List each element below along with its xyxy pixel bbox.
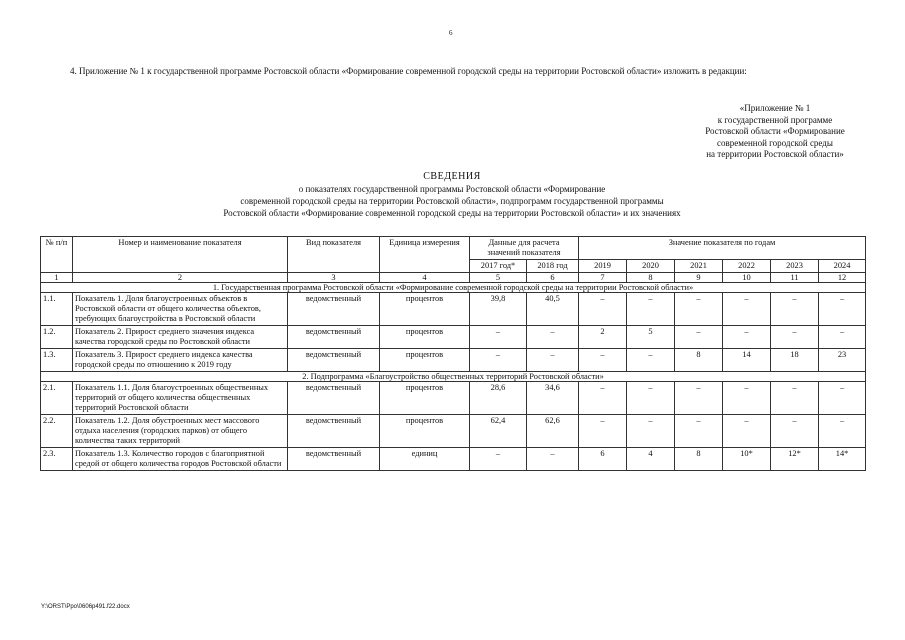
indicator-value: 40,5 <box>527 293 579 326</box>
column-number: 7 <box>579 273 627 283</box>
column-number: 6 <box>527 273 579 283</box>
indicator-value: – <box>527 349 579 372</box>
table-row <box>41 448 866 471</box>
indicator-value: – <box>470 349 527 372</box>
indicator-value: – <box>723 326 771 349</box>
header-year: 2019 <box>579 260 627 273</box>
indicator-value: – <box>723 382 771 415</box>
appendix-line: «Приложение № 1 <box>739 103 811 113</box>
indicator-value: 34,6 <box>527 382 579 415</box>
svedenia-heading <box>130 171 774 219</box>
indicator-value: – <box>819 326 866 349</box>
indicator-value: – <box>627 349 675 372</box>
indicator-value: – <box>723 415 771 448</box>
row-num: 2.3. <box>41 448 73 471</box>
row-num: 1.1. <box>41 293 73 326</box>
indicator-name: Показатель 1. Доля благоустроенных объектов в Ростовской области от общего количества объектов, требующих благоустройства в Ростовской области <box>73 293 288 326</box>
indicator-value: – <box>819 382 866 415</box>
svedenia-line: современной городской среды на территории Ростовской области», подпрограмм государственной программы <box>240 196 664 206</box>
header-year: 2022 <box>723 260 771 273</box>
indicator-name: Показатель 1.2. Доля обустроенных мест массового отдыха населения (городских парков) от общего количества таких территорий <box>73 415 288 448</box>
indicator-value: – <box>675 293 723 326</box>
indicator-value: – <box>527 448 579 471</box>
header-base: Данные для расчета значений показателя <box>470 237 579 260</box>
section2-rows <box>41 382 866 471</box>
row-num: 1.2. <box>41 326 73 349</box>
header-base-year: 2017 год* <box>470 260 527 273</box>
column-number: 3 <box>288 273 380 283</box>
indicator-value: 8 <box>675 349 723 372</box>
row-num: 2.2. <box>41 415 73 448</box>
indicators-table <box>40 236 866 471</box>
indicator-value: 4 <box>627 448 675 471</box>
table-row <box>41 415 866 448</box>
column-number: 4 <box>380 273 470 283</box>
indicator-kind: ведомственный <box>288 448 380 471</box>
intro-paragraph: 4. Приложение № 1 к государственной программе Ростовской области «Формирование современной городской среды на территории Ростовской области» изложить в редакции: <box>70 66 747 76</box>
indicator-kind: ведомственный <box>288 293 380 326</box>
indicator-unit: единиц <box>380 448 470 471</box>
indicator-value: – <box>579 415 627 448</box>
indicator-unit: процентов <box>380 349 470 372</box>
header-values: Значение показателя по годам <box>579 237 866 260</box>
indicator-value: – <box>579 349 627 372</box>
indicator-kind: ведомственный <box>288 415 380 448</box>
section-row <box>41 372 866 382</box>
indicator-kind: ведомственный <box>288 326 380 349</box>
indicator-value: – <box>675 415 723 448</box>
column-number-row <box>41 273 866 283</box>
column-number: 8 <box>627 273 675 283</box>
indicator-value: 62,4 <box>470 415 527 448</box>
appendix-line: Ростовской области «Формирование <box>705 126 845 136</box>
indicator-value: – <box>723 293 771 326</box>
indicator-value: 14* <box>819 448 866 471</box>
file-path-footer: Y:\ORST\Ppo\0606p491.f22.docx <box>41 604 130 610</box>
indicator-value: 23 <box>819 349 866 372</box>
indicator-value: – <box>771 326 819 349</box>
header-kind: Вид показателя <box>288 237 380 273</box>
indicator-value: – <box>675 326 723 349</box>
indicator-value: – <box>819 415 866 448</box>
indicator-name: Показатель 1.3. Количество городов с благоприятной средой от общего количества городов Ростовской области <box>73 448 288 471</box>
table-row <box>41 349 866 372</box>
table-header-row <box>41 237 866 260</box>
indicator-value: 10* <box>723 448 771 471</box>
indicator-unit: процентов <box>380 382 470 415</box>
svedenia-line: Ростовской области «Формирование современной городской среды на территории Ростовской области» и их значениях <box>223 208 681 218</box>
indicator-value: – <box>819 293 866 326</box>
indicator-value: – <box>771 382 819 415</box>
indicator-kind: ведомственный <box>288 349 380 372</box>
header-year: 2021 <box>675 260 723 273</box>
indicator-value: – <box>627 293 675 326</box>
indicator-value: 14 <box>723 349 771 372</box>
column-number: 12 <box>819 273 866 283</box>
indicator-value: – <box>627 382 675 415</box>
indicator-value: – <box>470 448 527 471</box>
header-year: 2023 <box>771 260 819 273</box>
table-row <box>41 326 866 349</box>
appendix-block <box>686 103 864 161</box>
indicator-value: – <box>527 326 579 349</box>
column-number: 1 <box>41 273 73 283</box>
indicator-value: – <box>675 382 723 415</box>
indicator-value: 8 <box>675 448 723 471</box>
table-row <box>41 293 866 326</box>
row-num: 1.3. <box>41 349 73 372</box>
indicator-value: – <box>771 415 819 448</box>
indicator-value: – <box>579 293 627 326</box>
indicator-value: 62,6 <box>527 415 579 448</box>
section-title: 2. Подпрограмма «Благоустройство общественных территорий Ростовской области» <box>41 372 866 382</box>
section-title: 1. Государственная программа Ростовской области «Формирование современной городской среды на территории Ростовской области» <box>41 283 866 293</box>
indicator-unit: процентов <box>380 293 470 326</box>
svedenia-title: СВЕДЕНИЯ <box>423 171 481 182</box>
indicator-value: – <box>579 382 627 415</box>
column-number: 9 <box>675 273 723 283</box>
column-number: 2 <box>73 273 288 283</box>
appendix-line: на территории Ростовской области» <box>706 149 844 159</box>
table-row <box>41 382 866 415</box>
indicator-value: 6 <box>579 448 627 471</box>
indicator-value: 12* <box>771 448 819 471</box>
column-number: 5 <box>470 273 527 283</box>
indicator-value: 18 <box>771 349 819 372</box>
indicator-unit: процентов <box>380 326 470 349</box>
header-year: 2024 <box>819 260 866 273</box>
indicator-value: 39,8 <box>470 293 527 326</box>
indicator-value: – <box>627 415 675 448</box>
indicator-kind: ведомственный <box>288 382 380 415</box>
header-name: Номер и наименование показателя <box>73 237 288 273</box>
appendix-line: современной городской среды <box>717 137 833 148</box>
header-unit: Единица измерения <box>380 237 470 273</box>
header-num: № п/п <box>41 237 73 273</box>
indicator-name: Показатель 1.1. Доля благоустроенных общественных территорий от общего количества общественных территорий Ростовской области <box>73 382 288 415</box>
indicator-name: Показатель 2. Прирост среднего значения индекса качества городской среды по Ростовской области <box>73 326 288 349</box>
column-number: 10 <box>723 273 771 283</box>
page-number: 6 <box>449 29 453 37</box>
row-num: 2.1. <box>41 382 73 415</box>
header-year: 2020 <box>627 260 675 273</box>
indicator-unit: процентов <box>380 415 470 448</box>
indicator-value: – <box>470 326 527 349</box>
indicator-value: 2 <box>579 326 627 349</box>
indicator-value: – <box>771 293 819 326</box>
appendix-line: к государственной программе <box>717 114 833 125</box>
indicator-name: Показатель 3. Прирост среднего индекса качества городской среды по отношению к 2019 году <box>73 349 288 372</box>
section1-rows <box>41 293 866 372</box>
header-base-year: 2018 год <box>527 260 579 273</box>
indicator-value: 5 <box>627 326 675 349</box>
indicator-value: 28,6 <box>470 382 527 415</box>
section-row <box>41 283 866 293</box>
column-number: 11 <box>771 273 819 283</box>
svedenia-line: о показателях государственной программы Ростовской области «Формирование <box>298 184 606 194</box>
